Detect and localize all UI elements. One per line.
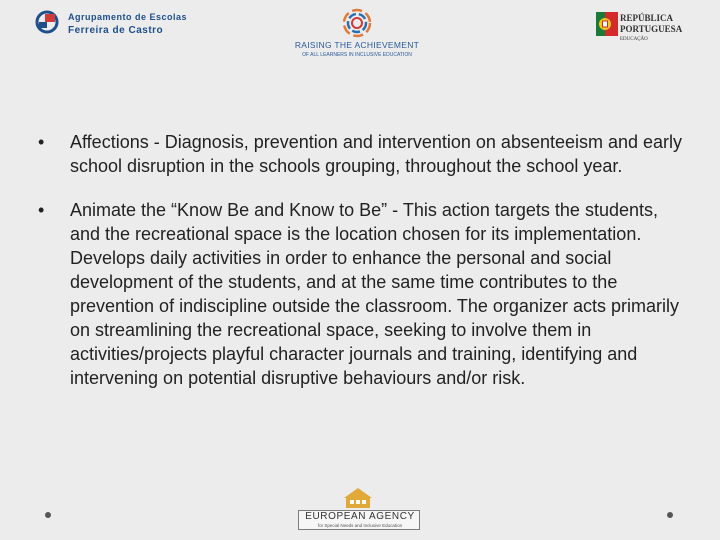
bullet-item	[30, 130, 690, 178]
bullet-symbol: •	[38, 200, 45, 220]
agency-subtitle: for Special Needs and Inclusive Education	[317, 523, 403, 528]
school-logo-line2: Ferreira de Castro	[68, 25, 164, 36]
school-logo	[34, 8, 194, 38]
agency-house-icon	[340, 486, 376, 508]
bullet-item	[30, 198, 690, 390]
raising-logo-subtitle: OF ALL LEARNERS IN INCLUSIVE EDUCATION	[302, 52, 412, 58]
school-logo-line1: Agrupamento de Escolas	[68, 12, 188, 22]
bullet-symbol: •	[38, 132, 45, 152]
european-agency-logo	[298, 486, 422, 534]
bullet-list	[30, 130, 690, 410]
agency-title: EUROPEAN AGENCY	[305, 511, 415, 522]
republica-line2: PORTUGUESA	[620, 24, 683, 34]
raising-logo-title: RAISING THE ACHIEVEMENT	[294, 40, 420, 50]
ring-logo-icon	[342, 8, 372, 38]
corner-dot-right	[667, 512, 673, 518]
corner-dot-left	[45, 512, 51, 518]
portugal-shield-icon	[596, 12, 618, 36]
raising-achievement-logo	[292, 8, 422, 64]
bullet-text: Animate the “Know Be and Know to Be” - This action targets the students, and the recreational space is the location chosen for its implementation. Develops daily activities in order to enhance the personal and social development of the students, and at the same time contributes to the prevention of indiscipline outside the classroom. The organizer acts primarily on streamlining the recreational space, seeking to involve them in activities/projects playful character journals and training, identifying and intervening on potential disruptive behaviours and/or risk.	[70, 200, 679, 388]
bullet-text: Affections - Diagnosis, prevention and intervention on absenteeism and early school disruption in the schools grouping, throughout the school year.	[70, 132, 683, 176]
republica-logo	[596, 10, 706, 46]
republica-line1: REPÚBLICA	[620, 13, 674, 23]
republica-line3: EDUCAÇÃO	[620, 37, 648, 42]
school-emblem-icon	[34, 10, 60, 34]
